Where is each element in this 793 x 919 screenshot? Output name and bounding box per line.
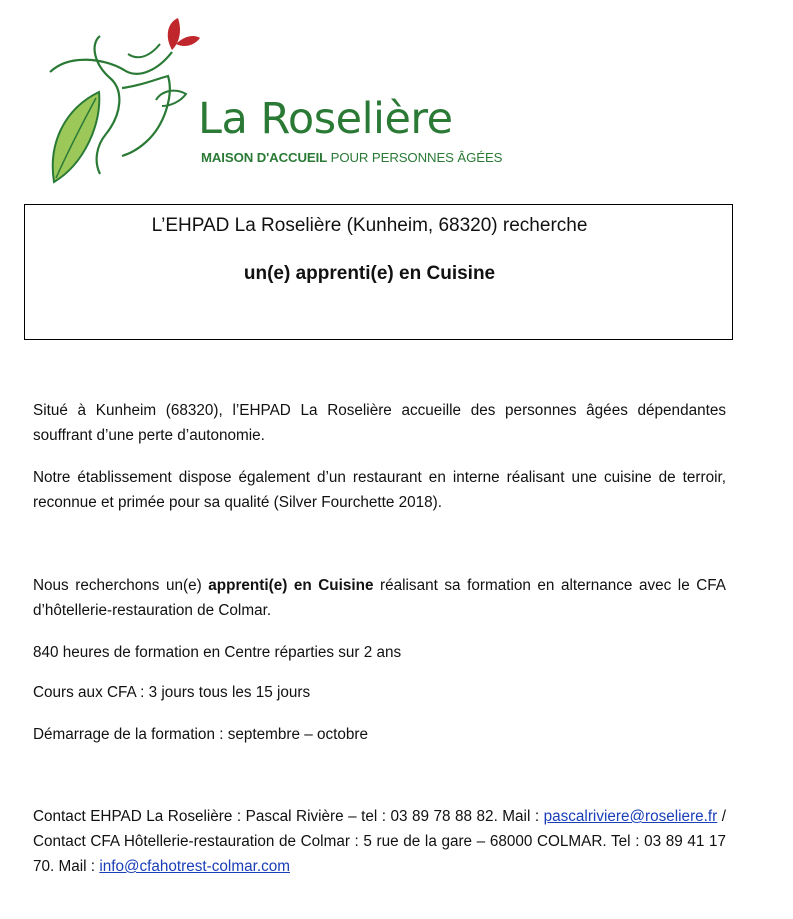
brand-name: La Roselière: [198, 94, 453, 144]
contact-text-1: Contact EHPAD La Roselière : Pascal Rivière – tel : 03 89 78 88 82. Mail :: [33, 808, 544, 825]
email-link-cfa[interactable]: info@cfahotrest-colmar.com: [99, 858, 290, 875]
offer-hours: 840 heures de formation en Centre réparties sur 2 ans: [33, 644, 402, 661]
headline-box: [24, 204, 733, 340]
tagline-bold: MAISON D'ACCUEIL: [201, 150, 328, 165]
offer-lead: Nous recherchons un(e): [33, 577, 209, 594]
headline-line-2: un(e) apprenti(e) en Cuisine: [243, 263, 496, 284]
contact-text-2: / Contact CFA Hôtellerie-restauration de Colmar : 5 rue de la gare – 68000 COLMAR. Tel : 03 89 41 17 70. Mail :: [33, 808, 727, 875]
intro-paragraph-1: Situé à Kunheim (68320), l’EHPAD La Roselière accueille des personnes âgées dépendantes souffrant d’une perte d’autonomie.: [33, 402, 726, 444]
red-petal-shape: [168, 18, 180, 50]
email-link-roseliere[interactable]: pascalriviere@roseliere.fr: [543, 808, 718, 825]
intro-paragraph-2: Notre établissement dispose également d’un restaurant en interne réalisant une cuisine de terroir, reconnue et primée pour sa qualité (Silver Fourchette 2018).: [33, 469, 726, 511]
brand-tagline: [201, 150, 502, 166]
contact-paragraph: [33, 804, 726, 879]
offer-position: apprenti(e) en Cuisine: [208, 577, 374, 594]
roseliere-logo-emblem-icon: [44, 14, 204, 189]
offer-schedule: Cours aux CFA : 3 jours tous les 15 jours: [33, 684, 311, 701]
offer-rest: réalisant sa formation en alternance avec le CFA d’hôtellerie-restauration de Colmar.: [33, 577, 727, 619]
tagline-rest: POUR PERSONNES ÂGÉES: [327, 150, 503, 165]
offer-start: Démarrage de la formation : septembre – octobre: [33, 726, 369, 743]
offer-paragraph: [33, 573, 726, 623]
headline-line-1: L’EHPAD La Roselière (Kunheim, 68320) recherche: [151, 215, 588, 236]
